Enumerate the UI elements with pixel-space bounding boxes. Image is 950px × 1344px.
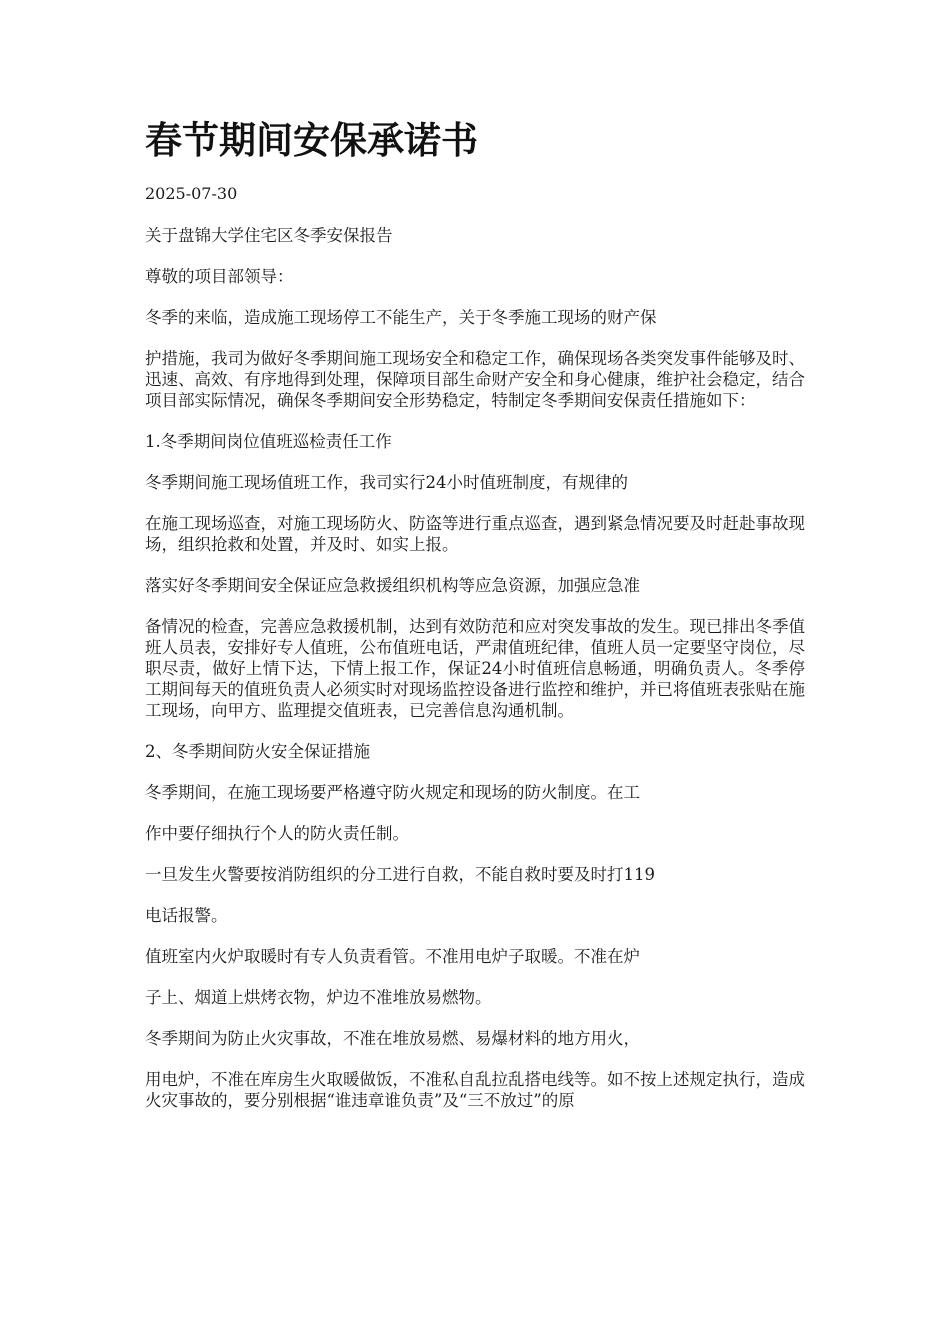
paragraph: 在施工现场巡查，对施工现场防火、防盗等进行重点巡查，遇到紧急情况要及时赶赴事故现场，组织抢救和处置，并及时、如实上报。 <box>145 514 805 554</box>
paragraph: 一旦发生火警要按消防组织的分工进行自救，不能自救时要及时打119 <box>145 865 655 884</box>
paragraph: 护措施，我司为做好冬季期间施工现场安全和稳定工作，确保现场各类突发事件能够及时、迅速、高效、有序地得到处理，保障项目部生命财产安全和身心健康，维护社会稳定，结合项目部实际情况，确保冬季期间安全形势稳定，特制定冬季期间安保责任措施如下： <box>145 349 805 410</box>
document-date: 2025-07-30 <box>145 184 238 203</box>
paragraph: 作中要仔细执行个人的防火责任制。 <box>145 824 409 843</box>
paragraph: 备情况的检查，完善应急救援机制，达到有效防范和应对突发事故的发生。现已排出冬季值班人员表，安排好专人值班，公布值班电话，严肃值班纪律，值班人员一定要坚守岗位，尽职尽责，做好上情下达，下情上报工作，保证24小时值班信息畅通，明确负责人。冬季停工期间每天的值班负责人必须实时对现场监控设备进行监控和维护，并已将值班表张贴在施工现场，向甲方、监理提交值班表，已完善信息沟通机制。 <box>145 617 805 720</box>
paragraph: 冬季期间施工现场值班工作，我司实行24小时值班制度，有规律的 <box>145 473 628 492</box>
document-body <box>145 225 805 1131</box>
section-heading: 2、冬季期间防火安全保证措施 <box>145 742 370 761</box>
section-heading: 1.冬季期间岗位值班巡检责任工作 <box>145 432 392 451</box>
paragraph: 冬季期间为防止火灾事故，不准在堆放易燃、易爆材料的地方用火， <box>145 1029 640 1048</box>
paragraph: 关于盘锦大学住宅区冬季安保报告 <box>145 226 393 245</box>
paragraph: 用电炉，不准在库房生火取暖做饭，不准私自乱拉乱搭电线等。如不按上述规定执行，造成火灾事故的，要分别根据“谁违章谁负责”及“三不放过”的原 <box>145 1070 805 1110</box>
paragraph: 子上、烟道上烘烤衣物，炉边不准堆放易燃物。 <box>145 988 492 1007</box>
document-title: 春节期间安保承诺书 <box>145 118 478 162</box>
paragraph: 冬季的来临，造成施工现场停工不能生产，关于冬季施工现场的财产保 <box>145 308 657 327</box>
paragraph: 落实好冬季期间安全保证应急救援组织机构等应急资源，加强应急准 <box>145 576 640 595</box>
paragraph: 冬季期间，在施工现场要严格遵守防火规定和现场的防火制度。在工 <box>145 783 640 802</box>
paragraph: 尊敬的项目部领导： <box>145 267 294 286</box>
paragraph: 电话报警。 <box>145 906 228 925</box>
paragraph: 值班室内火炉取暖时有专人负责看管。不准用电炉子取暖。不准在炉 <box>145 947 640 966</box>
